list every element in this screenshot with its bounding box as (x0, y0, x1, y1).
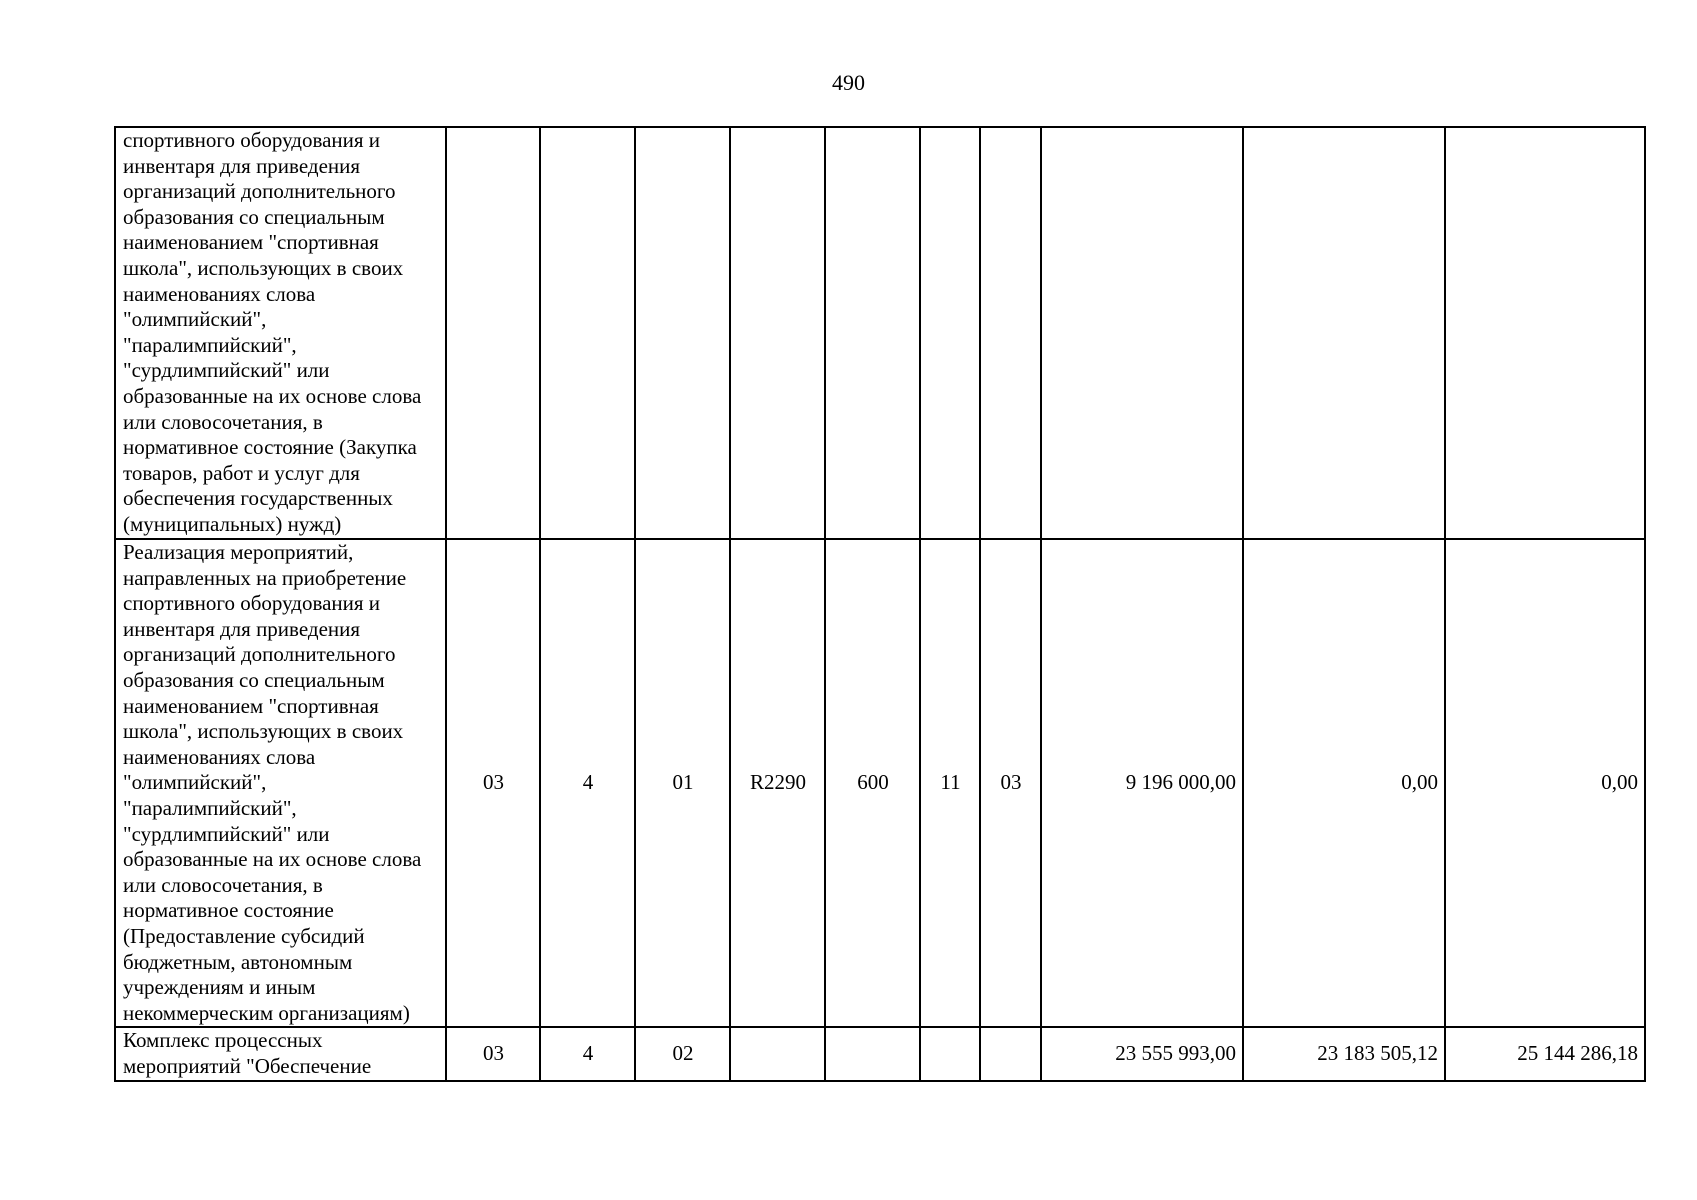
program-code-cell: 03 (446, 539, 540, 1027)
amount-year-1-cell: 23 555 993,00 (1041, 1027, 1243, 1081)
direction-code-cell: R2290 (730, 539, 825, 1027)
amount-year-3-cell (1445, 127, 1645, 539)
element-code-cell: 01 (635, 539, 730, 1027)
element-code-cell: 02 (635, 1027, 730, 1081)
row-name-cell: спортивного оборудования и инвентаря для приведения организаций дополнительного образования со специальным наименованием "спортивная школа", использующих в своих наименованиях слова "олимпийский", "паралимпийский", "сурдлимпийский" или образованные на их основе слова или словосочетания, в нормативное состояние (Закупка товаров, работ и услуг для обеспечения государственных (муниципальных) нужд) (115, 127, 446, 539)
program-code-cell (446, 127, 540, 539)
row-name-cell: Комплекс процессных мероприятий "Обеспечение (115, 1027, 446, 1081)
expense-type-cell (825, 127, 920, 539)
element-code-cell (635, 127, 730, 539)
row-name-cell: Реализация мероприятий, направленных на приобретение спортивного оборудования и инвентаря для приведения организаций дополнительного образования со специальным наименованием "спортивная школа", использующих в своих наименованиях слова "олимпийский", "паралимпийский", "сурдлимпийский" или образованные на их основе слова или словосочетания, в нормативное состояние (Предоставление субсидий бюджетным, автономным учреждениям и иным некоммерческим организациям) (115, 539, 446, 1027)
budget-table (114, 126, 1646, 1082)
direction-code-cell (730, 1027, 825, 1081)
amount-year-2-cell (1243, 127, 1445, 539)
section-code-cell (920, 127, 980, 539)
direction-code-cell (730, 127, 825, 539)
subprogram-code-cell: 4 (540, 539, 635, 1027)
amount-year-1-cell (1041, 127, 1243, 539)
amount-year-2-cell: 23 183 505,12 (1243, 1027, 1445, 1081)
amount-year-3-cell: 0,00 (1445, 539, 1645, 1027)
program-code-cell: 03 (446, 1027, 540, 1081)
table-row (115, 1027, 1645, 1081)
subprogram-code-cell: 4 (540, 1027, 635, 1081)
subsection-code-cell (980, 1027, 1041, 1081)
section-code-cell (920, 1027, 980, 1081)
expense-type-cell: 600 (825, 539, 920, 1027)
subsection-code-cell: 03 (980, 539, 1041, 1027)
amount-year-2-cell: 0,00 (1243, 539, 1445, 1027)
subprogram-code-cell (540, 127, 635, 539)
expense-type-cell (825, 1027, 920, 1081)
table-row (115, 127, 1645, 539)
amount-year-1-cell: 9 196 000,00 (1041, 539, 1243, 1027)
section-code-cell: 11 (920, 539, 980, 1027)
subsection-code-cell (980, 127, 1041, 539)
amount-year-3-cell: 25 144 286,18 (1445, 1027, 1645, 1081)
page-number: 490 (832, 70, 865, 95)
table-row (115, 539, 1645, 1027)
